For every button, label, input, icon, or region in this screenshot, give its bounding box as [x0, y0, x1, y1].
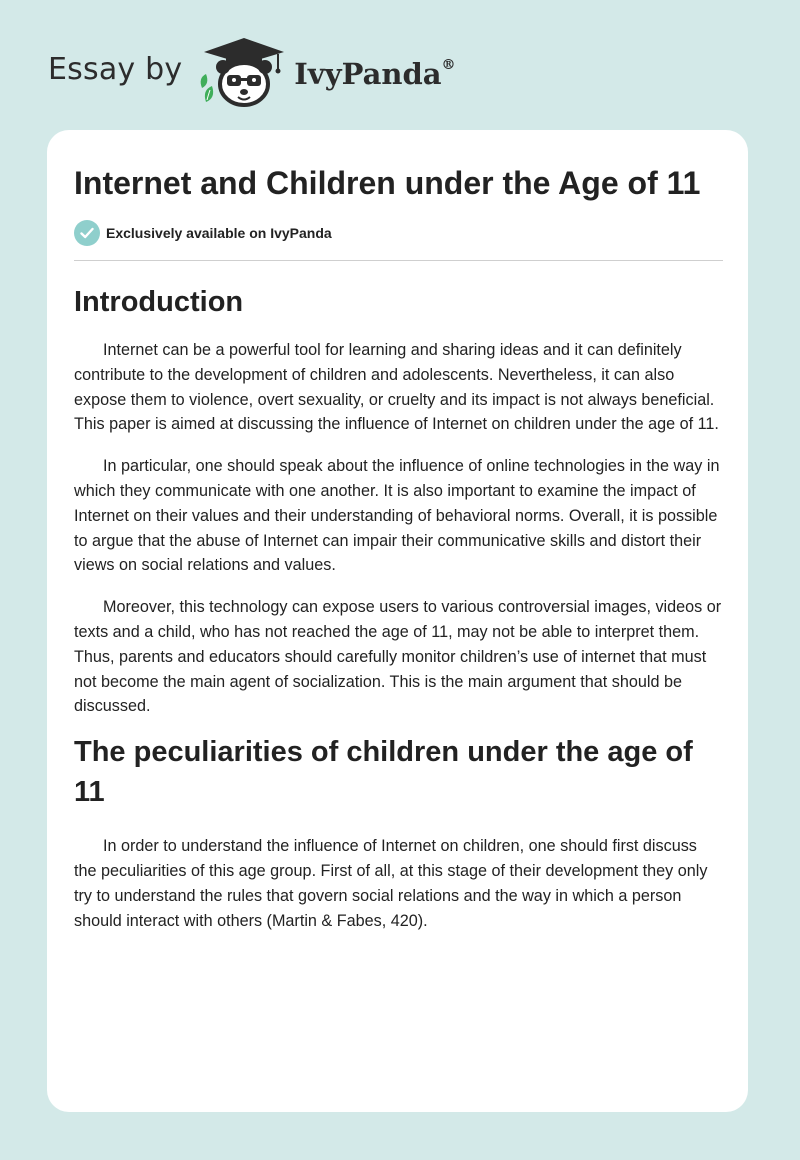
- paragraph: Internet can be a powerful tool for learning and sharing ideas and it can definitely contribute to the development of children and adolescents. Nevertheless, it can also expose them to violence, overt sexuality, or cruelty and its impact is not always beneficial. This paper is aimed at discussing the influence of Internet on children under the age of 11.: [74, 341, 719, 434]
- exclusive-badge: [74, 220, 723, 246]
- badge-label: Exclusively available on IvyPanda: [106, 225, 332, 241]
- essay-content: [74, 163, 723, 933]
- section-heading-introduction: Introduction: [74, 286, 244, 318]
- panda-graduate-icon[interactable]: [198, 34, 290, 110]
- paragraph: Moreover, this technology can expose users to various controversial images, videos or texts and a child, who has not reached the age of 11, may not be able to interpret them. Thus, parents and educators should carefully monitor children’s use of internet that must not become the main agent of socialization. This is the main argument that should be discussed.: [74, 598, 722, 716]
- essay-card: [47, 130, 748, 1112]
- page-title: Internet and Children under the Age of 11: [74, 165, 701, 201]
- essay-by-label: Essay by: [48, 51, 183, 87]
- check-circle-icon: [74, 220, 100, 246]
- registered-mark: ®: [441, 57, 456, 74]
- paragraph: In order to understand the influence of Internet on children, one should first discuss the peculiarities of this age group. First of all, at this stage of their development they only try to understand the rules that govern social relations and the way in which a person should interact with others (Martin & Fabes, 420).: [74, 837, 708, 930]
- paragraph: In particular, one should speak about the influence of online technologies in the way in which they communicate with one another. It is also important to examine the impact of Internet on their values and their understanding of behavioral norms. Overall, it is possible to argue that the abuse of Internet can impair their communicative skills and distort their views on social relations and values.: [74, 457, 720, 575]
- site-header: [48, 34, 456, 110]
- section-heading-peculiarities: The peculiarities of children under the age of 11: [74, 736, 693, 809]
- divider: [74, 260, 723, 261]
- brand-name[interactable]: IvyPanda®: [294, 57, 456, 91]
